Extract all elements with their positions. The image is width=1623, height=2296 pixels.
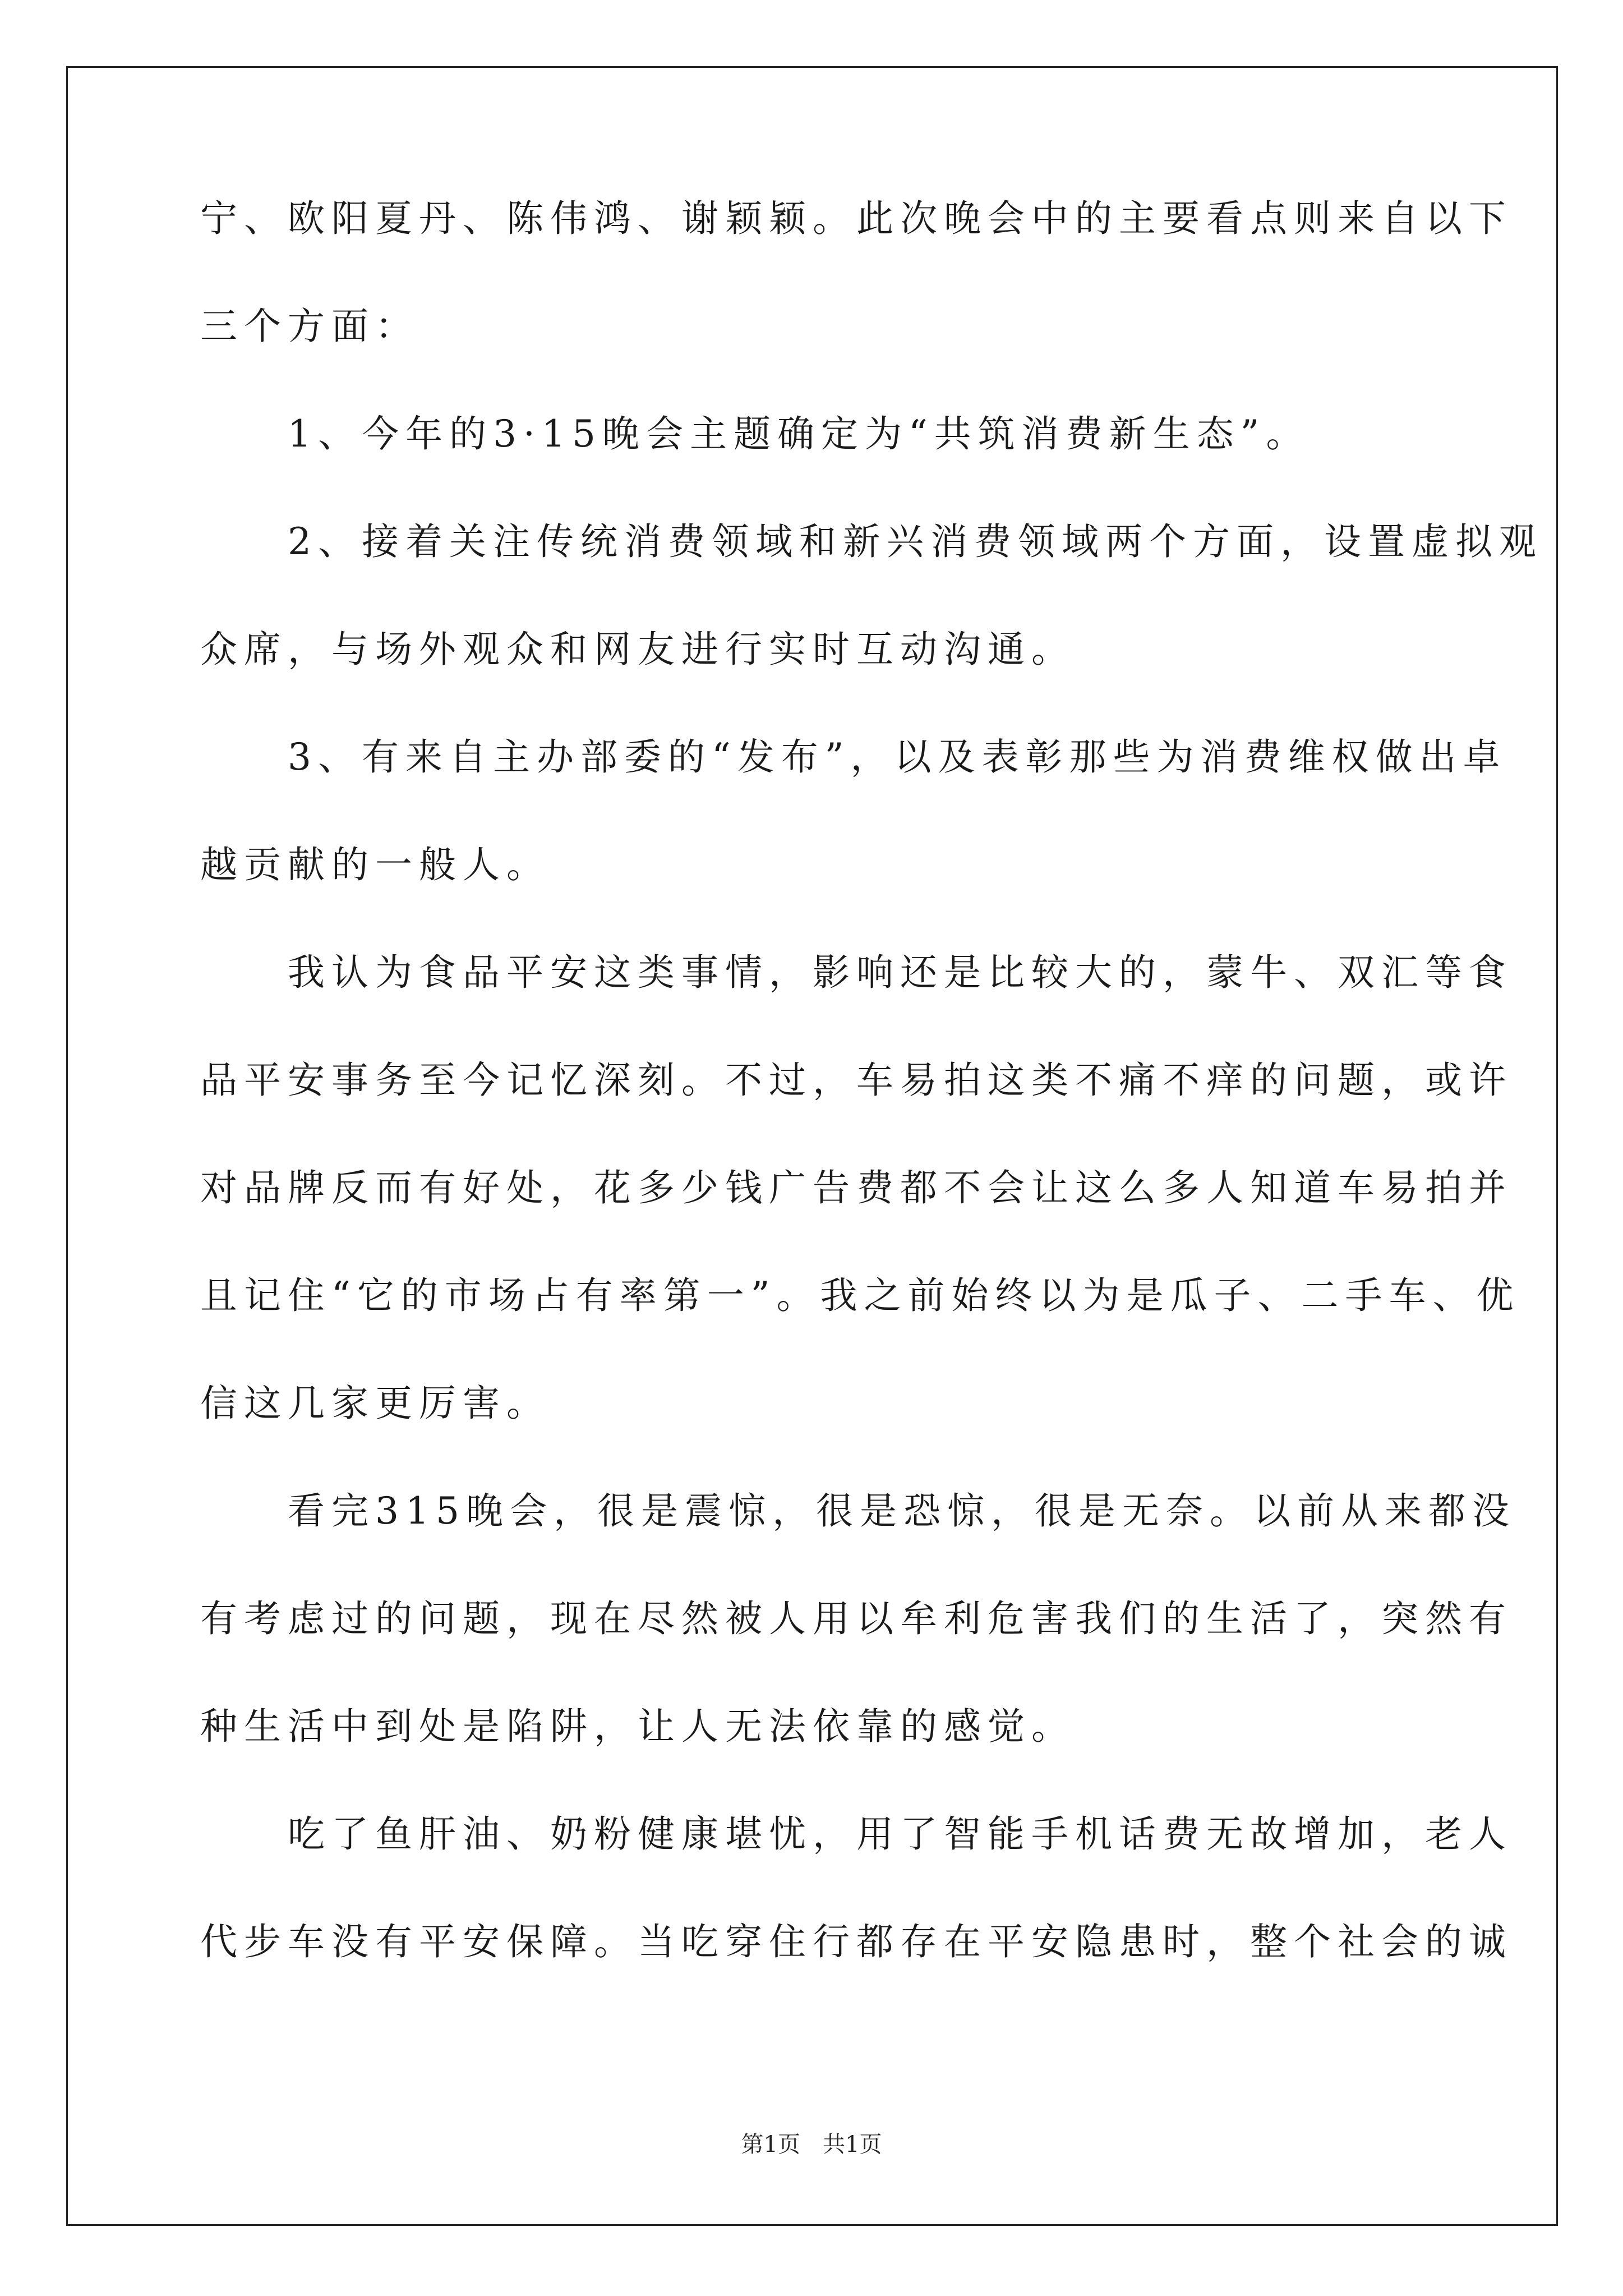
- text-line: 宁、欧阳夏丹、陈伟鸿、谢颖颖。此次晚会中的主要看点则来自以下: [200, 197, 1513, 240]
- text-line: 吃了鱼肝油、奶粉健康堪忧，用了智能手机话费无故增加，老人: [200, 1812, 1513, 1856]
- text-line: 三个方面：: [200, 305, 419, 348]
- text-line: 品平安事务至今记忆深刻。不过，车易拍这类不痛不痒的问题，或许: [200, 1059, 1513, 1102]
- text-line: 种生活中到处是陷阱，让人无法依靠的感觉。: [200, 1705, 1075, 1748]
- page-footer: 第1页 共1页: [741, 2132, 882, 2157]
- text-line: 越贡献的一般人。: [200, 843, 550, 886]
- text-line: 信这几家更厉害。: [200, 1382, 550, 1425]
- text-line: 有考虑过的问题，现在尽然被人用以牟利危害我们的生活了，突然有: [200, 1597, 1513, 1640]
- text-line: 我认为食品平安这类事情，影响还是比较大的，蒙牛、双汇等食: [200, 951, 1513, 994]
- text-line: 代步车没有平安保障。当吃穿住行都存在平安隐患时，整个社会的诚: [200, 1920, 1513, 1963]
- text-line: 看完315晚会，很是震惊，很是恐惊，很是无奈。以前从来都没: [200, 1489, 1516, 1533]
- text-line: 2、接着关注传统消费领域和新兴消费领域两个方面，设置虚拟观: [200, 520, 1543, 563]
- page-frame: [66, 66, 1558, 2226]
- text-line: 且记住“它的市场占有率第一”。我之前始终以为是瓜子、二手车、优: [200, 1274, 1520, 1317]
- text-line: 对品牌反而有好处，花多少钱广告费都不会让这么多人知道车易拍并: [200, 1166, 1513, 1209]
- text-line: 众席，与场外观众和网友进行实时互动沟通。: [200, 628, 1075, 671]
- text-line: 1、今年的3·15晚会主题确定为“共筑消费新生态”。: [200, 412, 1310, 455]
- text-line: 3、有来自主办部委的“发布”，以及表彰那些为消费维权做出卓: [200, 735, 1507, 779]
